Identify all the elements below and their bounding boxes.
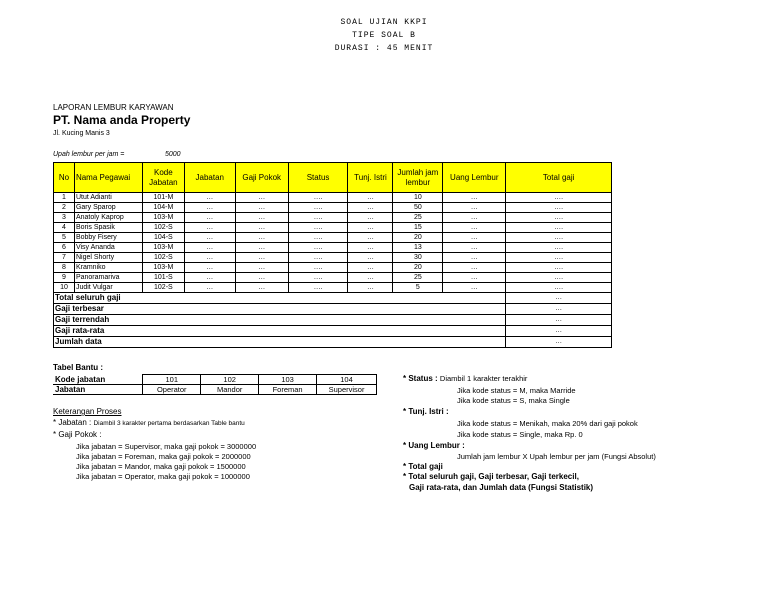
note-status-label: * Status : bbox=[403, 374, 438, 383]
table-row bbox=[54, 273, 612, 283]
note-gaji-line: Jika jabatan = Mandor, maka gaji pokok = 1500000 bbox=[76, 462, 246, 471]
table-row bbox=[54, 283, 612, 293]
cell-total: …. bbox=[506, 193, 612, 203]
cell-name: Panoramariva bbox=[74, 273, 142, 283]
cell-no: 9 bbox=[54, 273, 75, 283]
overtime-table bbox=[53, 162, 612, 348]
cell-kode: 102-S bbox=[142, 283, 184, 293]
cell-kode: 101-S bbox=[142, 273, 184, 283]
col-header: Status bbox=[288, 163, 348, 193]
cell-jabatan: … bbox=[184, 253, 235, 263]
helper-jabatan-row bbox=[53, 385, 377, 395]
cell-total: …. bbox=[506, 223, 612, 233]
overtime-rate-label: Upah lembur per jam = bbox=[53, 151, 125, 158]
cell-jabatan: … bbox=[184, 263, 235, 273]
exam-duration: DURASI : 45 MENIT bbox=[334, 44, 434, 53]
cell-tunj: … bbox=[348, 223, 393, 233]
helper-kode-cell: 103 bbox=[259, 375, 317, 385]
cell-uang: … bbox=[443, 203, 506, 213]
cell-kode: 101-M bbox=[142, 193, 184, 203]
cell-status: …. bbox=[288, 233, 348, 243]
cell-kode: 103-M bbox=[142, 243, 184, 253]
cell-jam: 20 bbox=[393, 263, 443, 273]
col-header: No bbox=[54, 163, 75, 193]
cell-name: Nigel Shorty bbox=[74, 253, 142, 263]
cell-jam: 5 bbox=[393, 283, 443, 293]
cell-tunj: … bbox=[348, 233, 393, 243]
cell-name: Anatoly Kaprop bbox=[74, 213, 142, 223]
table-row bbox=[54, 233, 612, 243]
helper-jabatan-cell: Foreman bbox=[259, 385, 317, 395]
note-gaji-line: Jika jabatan = Operator, maka gaji pokok = 1000000 bbox=[76, 472, 250, 481]
cell-total: …. bbox=[506, 213, 612, 223]
table-row bbox=[54, 253, 612, 263]
table-row bbox=[54, 193, 612, 203]
cell-total: …. bbox=[506, 203, 612, 213]
notes-title: Keterangan Proses bbox=[53, 407, 122, 416]
helper-kode-row bbox=[53, 375, 377, 385]
cell-tunj: … bbox=[348, 273, 393, 283]
helper-jabatan-cell: Supervisor bbox=[317, 385, 377, 395]
cell-kode: 104-S bbox=[142, 233, 184, 243]
cell-jam: 25 bbox=[393, 273, 443, 283]
helper-jabatan-label: Jabatan bbox=[53, 385, 143, 395]
cell-jabatan: … bbox=[184, 223, 235, 233]
cell-jam: 20 bbox=[393, 233, 443, 243]
cell-jam: 15 bbox=[393, 223, 443, 233]
cell-total: …. bbox=[506, 233, 612, 243]
cell-tunj: … bbox=[348, 203, 393, 213]
cell-no: 10 bbox=[54, 283, 75, 293]
note-gaji-label: * Gaji Pokok : bbox=[53, 430, 102, 439]
overtime-rate-value: 5000 bbox=[165, 151, 181, 158]
cell-kode: 102-S bbox=[142, 223, 184, 233]
cell-gaji: … bbox=[235, 203, 288, 213]
company-address: Jl. Kucing Manis 3 bbox=[53, 130, 110, 137]
cell-jabatan: … bbox=[184, 203, 235, 213]
cell-jabatan: … bbox=[184, 273, 235, 283]
cell-status: …. bbox=[288, 213, 348, 223]
cell-name: Boris Spasik bbox=[74, 223, 142, 233]
cell-no: 2 bbox=[54, 203, 75, 213]
cell-gaji: … bbox=[235, 223, 288, 233]
col-header: Kode Jabatan bbox=[142, 163, 184, 193]
summary-value: … bbox=[506, 304, 612, 315]
report-title: LAPORAN LEMBUR KARYAWAN bbox=[53, 103, 174, 112]
note-stat-line2: Gaji rata-rata, dan Jumlah data (Fungsi Statistik) bbox=[409, 483, 594, 492]
col-header: Tunj. Istri bbox=[348, 163, 393, 193]
cell-uang: … bbox=[443, 233, 506, 243]
table-header-row bbox=[54, 163, 612, 193]
cell-no: 6 bbox=[54, 243, 75, 253]
cell-gaji: … bbox=[235, 253, 288, 263]
note-uang-line: Jumlah jam lembur X Upah lembur per jam (Fungsi Absolut) bbox=[457, 452, 656, 461]
cell-status: …. bbox=[288, 283, 348, 293]
cell-status: …. bbox=[288, 223, 348, 233]
cell-gaji: … bbox=[235, 243, 288, 253]
cell-no: 4 bbox=[54, 223, 75, 233]
col-header: Gaji Pokok bbox=[235, 163, 288, 193]
col-header: Nama Pegawai bbox=[74, 163, 142, 193]
col-header: Uang Lembur bbox=[443, 163, 506, 193]
note-jabatan bbox=[53, 418, 245, 427]
cell-status: …. bbox=[288, 243, 348, 253]
helper-kode-cell: 104 bbox=[317, 375, 377, 385]
cell-name: Bobby Fisery bbox=[74, 233, 142, 243]
cell-status: …. bbox=[288, 203, 348, 213]
col-header: Total gaji bbox=[506, 163, 612, 193]
cell-uang: … bbox=[443, 223, 506, 233]
exam-type: TIPE SOAL B bbox=[352, 31, 416, 40]
helper-table-title: Tabel Bantu : bbox=[53, 363, 104, 372]
note-status-line: Jika kode status = M, maka Marride bbox=[457, 386, 576, 395]
cell-tunj: … bbox=[348, 243, 393, 253]
cell-gaji: … bbox=[235, 283, 288, 293]
cell-total: …. bbox=[506, 263, 612, 273]
cell-total: …. bbox=[506, 253, 612, 263]
table-row bbox=[54, 203, 612, 213]
summary-row bbox=[54, 315, 612, 326]
cell-total: …. bbox=[506, 283, 612, 293]
cell-no: 1 bbox=[54, 193, 75, 203]
company-name: PT. Nama anda Property bbox=[53, 113, 191, 127]
cell-no: 7 bbox=[54, 253, 75, 263]
summary-row bbox=[54, 293, 612, 304]
note-tunj-line: Jika kode status = Menikah, maka 20% dari gaji pokok bbox=[457, 419, 638, 428]
cell-jam: 30 bbox=[393, 253, 443, 263]
cell-name: Visy Ananda bbox=[74, 243, 142, 253]
helper-kode-cell: 101 bbox=[143, 375, 201, 385]
table-row bbox=[54, 243, 612, 253]
cell-tunj: … bbox=[348, 263, 393, 273]
summary-row bbox=[54, 337, 612, 348]
cell-status: …. bbox=[288, 263, 348, 273]
note-tunj-label: * Tunj. Istri : bbox=[403, 407, 449, 416]
cell-tunj: … bbox=[348, 193, 393, 203]
note-tunj-line: Jika kode status = Single, maka Rp. 0 bbox=[457, 430, 583, 439]
cell-jabatan: … bbox=[184, 213, 235, 223]
note-status-text: Diambil 1 karakter terakhir bbox=[439, 374, 528, 383]
summary-value: … bbox=[506, 337, 612, 348]
cell-jabatan: … bbox=[184, 233, 235, 243]
summary-label: Total seluruh gaji bbox=[54, 293, 506, 304]
cell-uang: … bbox=[443, 213, 506, 223]
note-status-line: Jika kode status = S, maka Single bbox=[457, 396, 570, 405]
cell-name: Judit Vulgar bbox=[74, 283, 142, 293]
cell-status: …. bbox=[288, 253, 348, 263]
cell-gaji: … bbox=[235, 263, 288, 273]
cell-name: Gary Sparop bbox=[74, 203, 142, 213]
note-stat-line1: * Total seluruh gaji, Gaji terbesar, Gaji terkecil, bbox=[403, 472, 579, 481]
cell-status: …. bbox=[288, 273, 348, 283]
cell-jabatan: … bbox=[184, 193, 235, 203]
cell-no: 8 bbox=[54, 263, 75, 273]
cell-jam: 10 bbox=[393, 193, 443, 203]
cell-name: Utut Adianti bbox=[74, 193, 142, 203]
col-header: Jabatan bbox=[184, 163, 235, 193]
cell-tunj: … bbox=[348, 253, 393, 263]
summary-value: … bbox=[506, 326, 612, 337]
exam-title: SOAL UJIAN KKPI bbox=[340, 18, 428, 27]
table-row bbox=[54, 213, 612, 223]
summary-value: … bbox=[506, 293, 612, 304]
summary-value: … bbox=[506, 315, 612, 326]
cell-name: Kramniko bbox=[74, 263, 142, 273]
note-jabatan-text: Diambil 3 karakter pertama berdasarkan Table bantu bbox=[93, 420, 245, 427]
summary-row bbox=[54, 304, 612, 315]
cell-status: …. bbox=[288, 193, 348, 203]
cell-kode: 102-S bbox=[142, 253, 184, 263]
note-total-label: * Total gaji bbox=[403, 462, 443, 471]
summary-label: Jumlah data bbox=[54, 337, 506, 348]
summary-label: Gaji terbesar bbox=[54, 304, 506, 315]
cell-gaji: … bbox=[235, 233, 288, 243]
cell-jam: 13 bbox=[393, 243, 443, 253]
summary-row bbox=[54, 326, 612, 337]
cell-jam: 25 bbox=[393, 213, 443, 223]
cell-tunj: … bbox=[348, 283, 393, 293]
cell-total: …. bbox=[506, 243, 612, 253]
col-header: Jumlah jam lembur bbox=[393, 163, 443, 193]
helper-kode-label: Kode jabatan bbox=[53, 375, 143, 385]
cell-uang: … bbox=[443, 253, 506, 263]
helper-table bbox=[53, 374, 377, 395]
cell-uang: … bbox=[443, 243, 506, 253]
helper-jabatan-cell: Operator bbox=[143, 385, 201, 395]
cell-no: 5 bbox=[54, 233, 75, 243]
table-row bbox=[54, 223, 612, 233]
note-uang-label: * Uang Lembur : bbox=[403, 441, 465, 450]
note-status bbox=[403, 374, 527, 383]
cell-jam: 50 bbox=[393, 203, 443, 213]
cell-jabatan: … bbox=[184, 283, 235, 293]
cell-kode: 103-M bbox=[142, 263, 184, 273]
summary-label: Gaji terrendah bbox=[54, 315, 506, 326]
cell-kode: 104-M bbox=[142, 203, 184, 213]
cell-uang: … bbox=[443, 273, 506, 283]
cell-uang: … bbox=[443, 193, 506, 203]
cell-jabatan: … bbox=[184, 243, 235, 253]
note-gaji-line: Jika jabatan = Supervisor, maka gaji pokok = 3000000 bbox=[76, 442, 257, 451]
cell-total: …. bbox=[506, 273, 612, 283]
cell-uang: … bbox=[443, 263, 506, 273]
note-jabatan-label: * Jabatan : bbox=[53, 418, 92, 427]
cell-tunj: … bbox=[348, 213, 393, 223]
table-row bbox=[54, 263, 612, 273]
helper-jabatan-cell: Mandor bbox=[201, 385, 259, 395]
helper-kode-cell: 102 bbox=[201, 375, 259, 385]
summary-label: Gaji rata-rata bbox=[54, 326, 506, 337]
cell-gaji: … bbox=[235, 213, 288, 223]
cell-gaji: … bbox=[235, 273, 288, 283]
cell-no: 3 bbox=[54, 213, 75, 223]
cell-uang: … bbox=[443, 283, 506, 293]
cell-gaji: … bbox=[235, 193, 288, 203]
note-gaji-line: Jika jabatan = Foreman, maka gaji pokok = 2000000 bbox=[76, 452, 251, 461]
cell-kode: 103-M bbox=[142, 213, 184, 223]
